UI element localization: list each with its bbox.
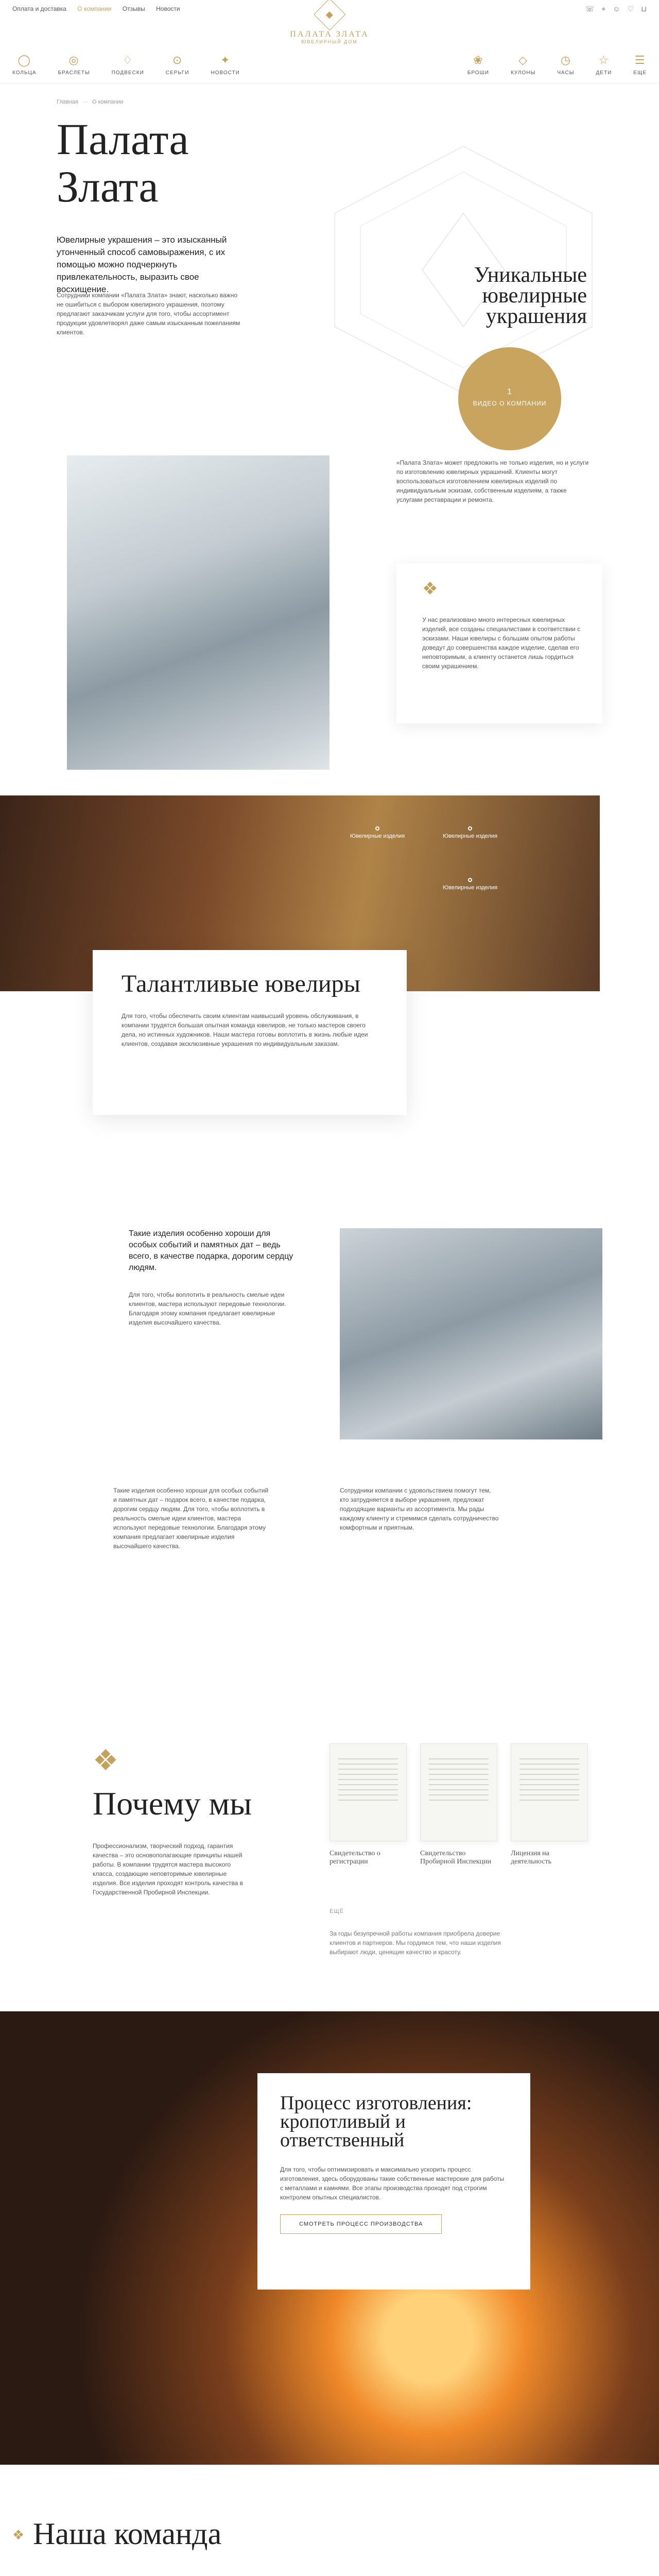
info-right-text: Сотрудники компании с удовольствием помогут тем, кто затрудняется в выборе украшения, предложат подходящие варианты из ассортимента. Мы рады каждому клиенту и стремимся сделать сотрудничество комфортным и приятным. [340, 1487, 499, 1531]
gifts-section [0, 1228, 659, 1486]
team-title: ❖ Наша команда [12, 2517, 222, 2551]
showroom-card-text: У нас реализовано много интересных ювелирных изделий, все созданы специалистами в соответствии с эскизами. Наши ювелиры с большим опытом работы доведут до совершенства каждое изделие, сделав его неповторимым, а клиенту останется лишь гордиться своим украшением. [422, 616, 581, 670]
certificates [330, 1743, 608, 1898]
menu-icon: ☰ [634, 54, 646, 66]
category-nav-right [467, 54, 647, 76]
gifts-text: Для того, чтобы воплотить в реальность смелые идеи клиентов, мастера используют передовые технологии. Благодаря этому компания предлагает ювелирные изделия высочайшего качества. [129, 1291, 286, 1326]
showroom-photo [67, 455, 330, 770]
process-text: Для того, чтобы оптимизировать и максимально ускорить процесс изготовления, здесь оборудованы такие собственные мастерские для работы с металлами и камнями. Все этапы производства проходят под строгим контролем опытных специалистов. [280, 2166, 505, 2201]
locket-icon: ◇ [518, 54, 528, 66]
certificate-image [330, 1743, 407, 1841]
banner-tag[interactable]: Ювелирные изделия [443, 826, 497, 840]
why-note: За годы безупречной работы компания приобрела доверие клиентов и партнеров. Мы гордимся тем, что наши изделия выбирают люди, ценящие качество и красоту. [330, 1930, 501, 1956]
logo-mark-icon: ◆ [314, 0, 345, 30]
page-title: Палата Злата [57, 114, 189, 211]
certificate[interactable] [511, 1743, 588, 1898]
category-pendants[interactable]: ♢ ПОДВЕСКИ [111, 54, 144, 76]
logo-name: ПАЛАТА ЗЛАТА [290, 30, 369, 39]
certificate-caption: Лицензия на деятельность [511, 1850, 552, 1866]
category-kids[interactable]: ☆ ДЕТИ [596, 54, 612, 76]
gem-icon: ❖ [93, 1744, 119, 1776]
category-earrings[interactable]: ⊙ СЕРЬГИ [165, 54, 189, 76]
certificate[interactable] [330, 1743, 407, 1898]
category-watches[interactable]: ◷ ЧАСЫ [557, 54, 575, 76]
gem-icon: ❖ [422, 579, 438, 599]
top-links [12, 5, 189, 12]
banner-tag[interactable]: Ювелирные изделия [350, 826, 405, 840]
ring-icon: ◯ [18, 54, 31, 66]
store-photo [340, 1228, 602, 1439]
why-us-section [0, 1743, 659, 2011]
top-link-about[interactable]: О компании [77, 5, 112, 12]
cart-icon[interactable]: ⊔ [641, 4, 647, 13]
hero-unique-heading: Уникальные ювелирные украшения [474, 263, 587, 328]
brooch-icon: ❀ [473, 54, 483, 66]
video-number: 1 [507, 387, 512, 396]
phone-icon[interactable]: ☏ [585, 4, 595, 13]
breadcrumb-home[interactable]: Главная [57, 99, 78, 105]
talent-title: Талантливые ювелиры [122, 970, 360, 997]
top-link-delivery[interactable]: Оплата и доставка [12, 5, 66, 12]
team-section [0, 2465, 659, 2576]
certificate-image [420, 1743, 497, 1841]
logo[interactable] [290, 3, 369, 44]
process-box [257, 2073, 530, 2290]
map-pin-icon[interactable]: ⌖ [601, 4, 606, 13]
user-icon[interactable]: ☺ [613, 4, 620, 13]
earring-icon: ⊙ [172, 54, 183, 66]
talent-section [0, 970, 659, 1228]
site-header [0, 0, 659, 83]
category-brooches[interactable]: ❀ БРОШИ [467, 54, 489, 76]
pendant-icon: ♢ [122, 54, 133, 66]
talent-text: Для того, чтобы обеспечить своим клиентам наивысший уровень обслуживания, в компании трудятся большая опытная команда ювелиров, не только мастеров своего дела, но истинных художников. Наши мастера готовы воплотить в жизнь любые идеи клиентов, создавая эксклюзивные украшения по индивидуальным заказам. [122, 1012, 368, 1047]
info-columns [0, 1486, 659, 1743]
certificates-more-link[interactable]: ЕЩЁ [330, 1908, 344, 1914]
certificate-caption: Свидетельство о регистрации [330, 1850, 380, 1866]
category-more[interactable]: ☰ ЕЩЕ [633, 54, 647, 76]
breadcrumb-current: — О компании [78, 99, 124, 105]
talent-box [93, 950, 407, 1115]
certificate-caption: Свидетельство Пробирной Инспекции [420, 1850, 492, 1866]
top-link-reviews[interactable]: Отзывы [122, 5, 145, 12]
watch-icon: ◷ [560, 54, 571, 66]
process-section [0, 2011, 659, 2465]
watch-process-button[interactable]: СМОТРЕТЬ ПРОЦЕСС ПРОИЗВОДСТВА [280, 2214, 442, 2234]
top-bar [0, 0, 659, 44]
gem-icon: ❖ [12, 2528, 25, 2543]
category-nav-left [12, 54, 240, 76]
video-about-button[interactable] [458, 347, 561, 450]
info-left-text: Такие изделия особенно хороши для особых событий и памятных дат – подарок всего, в качестве подарка, дорогим сердцу людям. Для того, чтобы воплотить в реальность смелые идеи клиентов, мастера используют передовые технологии. Благодаря этому компания предлагает ювелирные изделия высочайшего качества. [113, 1487, 269, 1550]
certificate-image [511, 1743, 588, 1841]
category-news[interactable]: ✦ НОВОСТИ [211, 54, 240, 76]
header-icons [585, 5, 647, 13]
breadcrumb [0, 83, 659, 105]
category-bracelets[interactable]: ◎ БРАСЛЕТЫ [58, 54, 90, 76]
why-title: Почему мы [93, 1785, 252, 1822]
kids-icon: ☆ [598, 54, 610, 66]
bracelet-icon: ◎ [68, 54, 79, 66]
hero-section [0, 105, 659, 445]
hero-lead: Ювелирные украшения – это изысканный утонченный способ самовыражения, с их помощью можно подчеркнуть привлекательность, выразить свое восхищение. [57, 235, 227, 294]
banner-tag[interactable]: Ювелирные изделия [443, 878, 497, 891]
heart-icon[interactable]: ♡ [627, 4, 634, 13]
process-title: Процесс изготовления: кропотливый и ответственный [280, 2092, 472, 2151]
category-lockets[interactable]: ◇ КУЛОНЫ [510, 54, 536, 76]
certificate[interactable] [420, 1743, 497, 1898]
showroom-text: «Палата Злата» может предложить не только изделия, но и услуги по изготовлению ювелирных украшений. Клиенты могут воспользоваться изготовлением ювелирных изделий по индивидуальным эскизам, собственным изделиям, а также услугами реставрации и ремонта. [396, 459, 589, 503]
video-label: ВИДЕО О КОМПАНИИ [473, 400, 547, 407]
why-text: Профессионализм, творческий подход, гарантия качества – это основополагающие принципы нашей работы. В компании трудятся мастера высокого класса, создающие неповторимые ювелирные изделия. Все изделия проходят контроль качества в Государственной Пробирной Инспекции. [93, 1842, 243, 1896]
top-link-news[interactable]: Новости [156, 5, 180, 12]
star-icon: ✦ [220, 54, 231, 66]
category-rings[interactable]: ◯ КОЛЬЦА [12, 54, 37, 76]
logo-subtitle: ЮВЕЛИРНЫЙ ДОМ [301, 39, 358, 44]
gifts-lead: Такие изделия особенно хороши для особых событий и памятных дат – ведь всего, в качестве подарка, дорогим сердцу людям. [129, 1229, 293, 1272]
showroom-section [0, 445, 659, 991]
showroom-card [396, 564, 602, 723]
hero-text: Сотрудники компании «Палата Злата» знают, насколько важно не ошибиться с выбором ювелирного украшения, поэтому предлагают заказчикам услуги для того, чтобы ассортимент продукции удовлетворял даже самым изысканным пожеланиям клиентов. [57, 292, 240, 336]
